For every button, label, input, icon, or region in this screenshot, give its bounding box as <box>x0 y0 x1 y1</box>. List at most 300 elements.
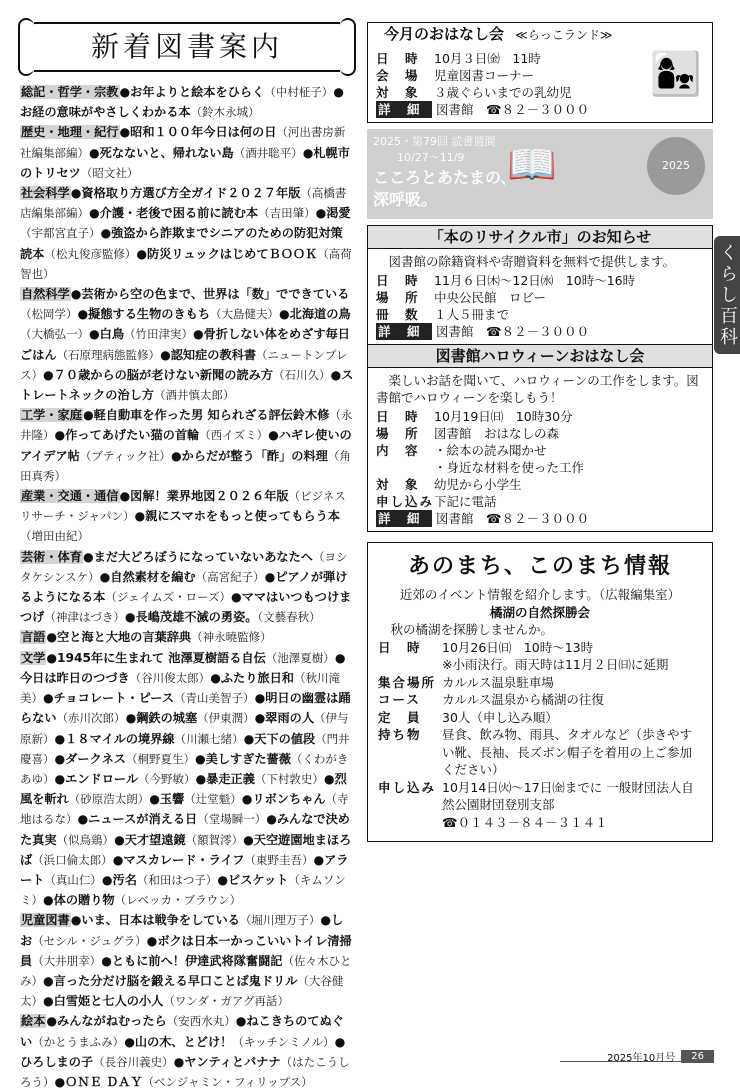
book-author: （竹田津実） <box>124 327 194 342</box>
book-title: 翠雨の人 <box>265 711 315 726</box>
book-title: 玉響 <box>159 792 185 807</box>
book-category-block <box>20 648 354 911</box>
book-author: （昭文社） <box>80 165 139 180</box>
book-author: （和田はつ子） <box>136 872 218 887</box>
book-title: 死なないと、帰れない島 <box>99 145 234 160</box>
detail-row <box>376 323 704 340</box>
book-title: 空と海と大地の言葉辞典 <box>57 630 192 645</box>
bullet-icon: ● <box>54 751 66 766</box>
book-author: （青山美智子） <box>174 691 255 706</box>
bullet-icon: ● <box>46 630 58 645</box>
book-title: ハギレ使いのアイデア帖 <box>20 428 352 463</box>
book-author: （長谷川義史） <box>93 1054 174 1069</box>
book-author: （セシル・ジュグラ） <box>32 933 147 948</box>
detail-row <box>376 425 704 442</box>
book-category-label: 総記・哲学・宗教 <box>21 85 119 99</box>
detail-label: コース <box>378 692 421 707</box>
detail-label <box>378 656 442 674</box>
bullet-icon: ● <box>125 711 137 726</box>
detail-value: ・身近な材料を使った工作 <box>434 460 585 475</box>
book-category-block <box>20 1011 354 1092</box>
detail-label: 詳 細 <box>376 510 432 527</box>
bullet-icon: ● <box>235 1014 247 1029</box>
detail-row <box>376 101 704 118</box>
bullet-icon: ● <box>114 832 125 847</box>
page-footer <box>607 1049 714 1064</box>
book-author: （角田真秀） <box>20 448 351 483</box>
book-author: （高荷智也） <box>20 246 352 281</box>
bullet-icon: ● <box>54 428 66 443</box>
bullet-icon: ● <box>268 428 279 443</box>
book-title: 北海道の鳥 <box>289 307 351 322</box>
book-category-block <box>20 183 354 284</box>
book-title: 白鳥 <box>99 327 125 342</box>
storytime-title-row <box>368 23 712 46</box>
recycle-text: 図書館の除籍資料や寄贈資料を無料で提供します。 <box>388 254 676 269</box>
storytime-title: 今月のおはなし会 <box>384 25 505 43</box>
book-author: （寺地はるな） <box>20 792 349 827</box>
detail-value: 図書館 ☎８２－３０００ <box>436 511 590 526</box>
bullet-icon: ● <box>99 569 111 584</box>
book-category-block <box>20 82 354 122</box>
bullet-icon: ● <box>70 287 82 302</box>
book-title: ヤンティとバナナ <box>184 1054 281 1069</box>
detail-row <box>376 493 704 510</box>
bullet-icon: ● <box>279 307 290 322</box>
book-author: （砂原浩太朗） <box>68 792 150 807</box>
book-author: （安西水丸） <box>166 1014 236 1029</box>
book-author: （浜口倫太郎） <box>32 852 113 867</box>
notices-column <box>367 22 713 842</box>
book-title: まだ大どろぼうになっていないあなたへ <box>93 549 313 564</box>
book-author: （今野敏） <box>138 771 196 786</box>
book-category-block <box>20 122 354 183</box>
detail-value: １人５冊まで <box>434 307 510 322</box>
book-author: （似鳥鶏） <box>56 832 115 847</box>
book-author: （桐野夏生） <box>125 751 195 766</box>
book-title: からだが整う「酢」の料理 <box>181 448 328 463</box>
book-author: （永井隆） <box>20 408 353 443</box>
book-title: 防災リュックはじめてＢＯＯＫ <box>147 246 318 261</box>
book-title: 汚名 <box>112 872 137 887</box>
detail-row <box>376 442 704 459</box>
book-title: 明日の幽霊は踊らない <box>20 691 351 726</box>
detail-label <box>378 814 442 832</box>
book-author: （ブティック社） <box>79 448 171 463</box>
issue-label: 2025年10月号 <box>607 1053 676 1064</box>
bullet-icon: ● <box>136 246 148 261</box>
bullet-icon: ● <box>264 569 276 584</box>
bullet-icon: ● <box>101 872 113 887</box>
bullet-icon: ● <box>149 792 160 807</box>
new-books-column <box>20 22 354 1092</box>
page-number: 26 <box>681 1050 714 1063</box>
halloween-title: 図書館ハロウィーンおはなし会 <box>368 345 712 368</box>
bullet-icon: ● <box>54 771 66 786</box>
book-title: 長嶋茂雄不滅の勇姿。 <box>135 610 258 625</box>
book-author: （鈴木永城） <box>190 105 260 120</box>
detail-label <box>376 459 434 476</box>
book-author: （文藝春秋） <box>257 610 321 625</box>
book-title: お年よりと絵本をひらく <box>130 85 265 99</box>
detail-value: 中央公民館 ロビー <box>434 290 547 305</box>
bullet-icon: ● <box>231 590 242 605</box>
bullet-icon: ● <box>254 711 266 726</box>
detail-label: 日 時 <box>378 639 422 655</box>
bullet-icon: ● <box>173 1054 185 1069</box>
book-title: 白雪姫と七人の小人 <box>53 994 164 1009</box>
book-author: （中村柾子） <box>264 85 334 99</box>
detail-value: 児童図書コーナー <box>434 68 535 83</box>
bullet-icon: ● <box>243 731 255 746</box>
halloween-details <box>376 408 704 527</box>
book-title: ダークネス <box>65 751 126 766</box>
bullet-icon: ● <box>77 812 89 827</box>
bullet-icon: ● <box>241 792 253 807</box>
bullet-icon: ● <box>82 549 94 564</box>
detail-label: 冊 数 <box>376 307 420 322</box>
book-author: （川瀬七緒） <box>174 731 244 746</box>
bullet-icon: ● <box>43 893 54 908</box>
bullet-icon: ● <box>70 913 82 928</box>
detail-row <box>378 639 702 657</box>
book-title: チョコレート・ピース <box>53 691 175 706</box>
bullet-icon: ● <box>124 610 136 625</box>
bullet-icon: ● <box>217 872 229 887</box>
book-author: （堀川理万子） <box>239 913 321 928</box>
detail-row <box>378 779 702 814</box>
detail-label: 申し込み <box>376 494 435 509</box>
book-author: （ヨシタケシンスケ） <box>20 549 348 584</box>
bullet-icon: ● <box>266 812 277 827</box>
book-title: しお <box>20 913 344 948</box>
detail-value: 昼食、飲み物、雨具、タオルなど（歩きやすい靴、長袖、長ズボン帽子を着用の上ご参加ください） <box>442 727 693 777</box>
storytime-box <box>367 22 713 123</box>
bullet-icon: ● <box>46 650 58 665</box>
book-author: （はたこうしろう） <box>20 1054 350 1089</box>
book-title: 介護・老後で困る前に読む本 <box>99 206 259 221</box>
banner-slogan <box>373 167 516 211</box>
recycle-title: 「本のリサイクル市」のお知らせ <box>368 226 712 249</box>
book-author: （ビジネスリサーチ・ジャパン） <box>20 489 346 524</box>
bullet-icon: ● <box>313 852 325 867</box>
book-author: （大島健夫） <box>210 307 280 322</box>
book-author: （吉田肇） <box>258 206 316 221</box>
book-title: 1945年に生まれて 池澤夏樹語る自伝 <box>57 650 266 665</box>
bullet-icon: ● <box>333 85 344 99</box>
detail-label: 日 時 <box>376 273 420 288</box>
halloween-box <box>367 345 713 532</box>
book-author: （高橋書店編集部編） <box>20 186 347 221</box>
detail-value: 図書館 ☎８２－３０００ <box>436 102 590 117</box>
book-title: 札幌市のトリセツ <box>20 145 350 180</box>
book-title: 烈風を斬れ <box>20 771 347 807</box>
detail-label: 日 時 <box>376 51 420 66</box>
book-title: 天空遊園地まほろば <box>20 832 352 867</box>
book-category-label: 児童図書 <box>21 913 70 928</box>
banner-line-1: 2025・第79回 読書週間 <box>373 135 496 148</box>
book-title: 天才望遠鏡 <box>124 832 186 847</box>
detail-row <box>376 459 704 476</box>
book-title: みんなで決めた真実 <box>20 812 350 847</box>
book-author: （池澤夏樹） <box>265 650 335 665</box>
bullet-icon: ● <box>43 994 54 1009</box>
book-author: （ワンダ・ガアグ再話） <box>163 994 290 1009</box>
book-title: 山の木、とどけ！ <box>134 1034 233 1049</box>
bullet-icon: ● <box>119 85 131 99</box>
detail-row <box>378 726 702 779</box>
book-author: （神永曉監修） <box>191 630 272 645</box>
detail-value: 30人（申し込み順） <box>442 709 558 725</box>
halloween-text: 楽しいお話を聞いて、ハロウィーンの工作をします。図書館でハロウィーンを楽しもう！ <box>376 373 699 405</box>
book-author: （赤川次郎） <box>56 711 126 726</box>
book-author: （堂場瞬一） <box>197 812 267 827</box>
bullet-icon: ● <box>160 347 171 362</box>
book-author: （キムソンミ） <box>20 872 346 908</box>
detail-value: 図書館 おはなしの森 <box>434 426 560 441</box>
new-books-title-frame <box>34 22 340 72</box>
book-title: 暴走正義 <box>206 771 255 786</box>
book-author: （大谷健太） <box>20 973 344 1009</box>
book-title: 自然素材を編む <box>110 569 196 584</box>
detail-value: カルルス温泉駐車場 <box>442 674 554 690</box>
detail-value: ３歳ぐらいまでの乳幼児 <box>434 85 572 100</box>
book-category-block <box>20 627 354 647</box>
book-author: （大井朋幸） <box>32 953 102 968</box>
bullet-icon: ● <box>82 408 94 423</box>
recycle-details <box>376 272 704 340</box>
detail-value: 幼児から小学生 <box>434 477 522 492</box>
bullet-icon: ● <box>330 367 342 382</box>
book-author: （酒井慎太郎） <box>153 388 235 403</box>
section-side-tab: くらし百科 <box>714 236 740 354</box>
book-title: マスカレード・ライフ <box>123 852 245 867</box>
detail-label: 集合場所 <box>378 674 437 690</box>
event-details <box>378 639 702 832</box>
recycle-body <box>368 249 712 344</box>
bullet-icon: ● <box>43 691 54 706</box>
book-author: （辻堂魁） <box>184 792 242 807</box>
event-lead: 秋の橘湖を探勝しませんか。 <box>390 622 554 637</box>
bullet-icon: ● <box>243 832 254 847</box>
book-category-label: 自然科学 <box>21 287 70 302</box>
book-title: エンドロール <box>65 771 139 786</box>
book-author: （高宮紀子） <box>195 569 265 584</box>
book-title: ピアノが弾けるようになる本 <box>20 569 348 605</box>
book-author: （神津はづき） <box>44 610 125 625</box>
detail-value: ※小雨決行。雨天時は11月２日㈰に延期 <box>442 657 669 672</box>
bullet-icon: ● <box>124 1034 135 1049</box>
book-category-label: 社会科学 <box>21 186 70 201</box>
bullet-icon: ● <box>134 509 146 524</box>
book-title: ママはいつもつけまつげ <box>20 590 352 625</box>
detail-row <box>376 289 704 306</box>
bullet-icon: ● <box>320 913 331 928</box>
recycle-box <box>367 225 713 345</box>
bullet-icon: ● <box>170 448 182 463</box>
banner-line-3: こころとあたまの、 <box>373 168 517 187</box>
book-author: （谷川俊太郎） <box>129 670 211 685</box>
town-info-body <box>378 586 702 831</box>
book-title: 昭和１００年今日は何の日 <box>130 125 277 140</box>
book-title: みんながねむったら <box>57 1014 167 1029</box>
book-author: （宇都宮直子） <box>20 226 101 241</box>
book-title: 図解！業界地図２０２６年版 <box>130 489 289 504</box>
bullet-icon: ● <box>323 771 335 786</box>
book-author: （門井慶喜） <box>20 731 350 766</box>
detail-label: 会 場 <box>376 68 420 83</box>
book-author: （キッチンミノル） <box>232 1034 335 1049</box>
book-title: 体の贈り物 <box>53 893 115 908</box>
book-title: アラート <box>20 852 349 887</box>
detail-value: 10月26日㈰ 10時～13時 <box>442 639 594 655</box>
detail-label: 定 員 <box>378 709 422 725</box>
bullet-icon: ● <box>43 973 54 988</box>
book-title: 鋼鉄の城塞 <box>136 711 198 726</box>
halloween-body <box>368 368 712 531</box>
detail-row <box>378 814 702 832</box>
children-reading-icon: 👩‍👧 <box>649 49 702 98</box>
book-category-label: 芸術・体育 <box>21 549 82 564</box>
book-category-label: 産業・交通・通信 <box>21 489 119 504</box>
detail-value: 図書館 ☎８２－３０００ <box>436 324 590 339</box>
detail-row <box>376 510 704 527</box>
book-author: （大橋弘一） <box>20 327 89 342</box>
bullet-icon: ● <box>101 953 112 968</box>
bullet-icon: ● <box>210 670 221 685</box>
book-title: 言った分だけ脳を鍛える早口ことば鬼ドリル <box>53 973 298 988</box>
book-title: １８マイルの境界線 <box>65 731 175 746</box>
book-author: （伊与原新） <box>20 711 349 746</box>
bullet-icon: ● <box>89 206 100 221</box>
book-title: 認知症の教科書 <box>170 347 257 362</box>
book-author: （松丸俊彦監修） <box>44 246 137 261</box>
reading-week-badge: 2025 <box>647 137 705 195</box>
book-title: 強盗から詐欺までシニアのための防犯対策読本 <box>20 226 343 261</box>
bullet-icon: ● <box>77 307 89 322</box>
detail-label: 詳 細 <box>376 323 432 340</box>
book-author: （ベンジャミン・フィリップス） <box>142 1074 313 1089</box>
book-title: 渇愛 <box>326 206 351 221</box>
book-title: ７０歳からの脳が老けない新聞の読み方 <box>53 367 274 382</box>
bullet-icon: ● <box>315 206 327 221</box>
bullet-icon: ● <box>89 327 100 342</box>
book-author: （東野圭吾） <box>244 852 314 867</box>
reading-week-banner <box>367 129 713 219</box>
bullet-icon: ● <box>119 125 131 140</box>
book-title: 天下の値段 <box>254 731 316 746</box>
detail-row <box>376 306 704 323</box>
book-title: 作ってあげたい猫の首輪 <box>65 428 200 443</box>
book-title: ともに前へ！伊達武将隊奮闘記 <box>111 953 283 968</box>
book-category-block <box>20 405 354 486</box>
book-list <box>20 82 354 1092</box>
book-author: （石川久） <box>273 367 331 382</box>
book-title: 芸術から空の色まで、世界は「数」でできている <box>81 287 350 302</box>
bullet-icon: ● <box>112 852 124 867</box>
banner-line-4: 深呼吸。 <box>373 190 438 209</box>
book-title: 骨折しない体をめざす毎日ごはん <box>20 327 350 362</box>
detail-label: 場 所 <box>376 426 420 441</box>
book-title: ねこきちのてぬぐい <box>20 1014 344 1049</box>
book-title: ビスケット <box>228 872 289 887</box>
book-author: （酒井聡平） <box>233 145 303 160</box>
book-title: 擬態する生物のきもち <box>88 307 211 322</box>
detail-value: 11月６日㈭～12日㈬ 10時～16時 <box>434 273 636 288</box>
book-author: （松岡学） <box>20 307 78 322</box>
book-author: （秋川滝美） <box>20 670 340 706</box>
book-author: （河出書房新社編集部編） <box>20 125 346 160</box>
detail-value: ・絵本の読み聞かせ <box>434 443 547 458</box>
book-author: （下村敦史） <box>254 771 324 786</box>
book-title: ストレートネックの治し方 <box>20 367 354 403</box>
bullet-icon: ● <box>334 1034 346 1049</box>
book-title: いま、日本は戦争をしている <box>81 913 240 928</box>
detail-row <box>376 408 704 425</box>
detail-label: 対 象 <box>376 85 420 100</box>
detail-label: 詳 細 <box>376 101 432 118</box>
book-title: お経の意味がやさしくわかる本 <box>20 105 191 120</box>
book-author: （ジェイムズ・ローズ） <box>105 590 232 605</box>
town-info-box <box>367 542 713 842</box>
book-category-block <box>20 910 354 1011</box>
detail-label: 対 象 <box>376 477 420 492</box>
book-author: （ニュートンプレス） <box>20 347 348 382</box>
book-author: （額賀澪） <box>185 832 244 847</box>
book-author: （レベッカ・ブラウン） <box>114 893 242 908</box>
bullet-icon: ● <box>54 1074 66 1089</box>
detail-row <box>378 709 702 727</box>
town-info-title: あのまち、このまち情報 <box>407 554 672 579</box>
new-books-title: 新着図書案内 <box>90 30 283 63</box>
detail-row <box>378 656 702 674</box>
book-author: （西イズミ） <box>199 428 269 443</box>
town-info-intro: 近郊のイベント情報を紹介します。（広報編集室） <box>399 587 681 602</box>
bullet-icon: ● <box>43 367 54 382</box>
event-name: 橘湖の自然探勝会 <box>489 604 590 620</box>
book-author: （伊東潤） <box>197 711 255 726</box>
book-title: ひろしまの子 <box>20 1054 94 1069</box>
bullet-icon: ● <box>195 771 207 786</box>
detail-label: 内 容 <box>376 443 420 458</box>
bullet-icon: ● <box>89 145 100 160</box>
book-category-label: 工学・家庭 <box>21 408 82 423</box>
detail-row <box>376 476 704 493</box>
detail-label: 持ち物 <box>378 727 422 742</box>
book-title: ニュースが消える日 <box>88 812 198 827</box>
book-category-block <box>20 547 354 628</box>
detail-value: 10月３日㈮ 11時 <box>434 51 541 66</box>
book-title: 今日は昨日のつづき <box>20 670 130 685</box>
book-title: 軽自動車を作った男 知られざる評伝鈴木修 <box>93 408 330 423</box>
bullet-icon: ● <box>254 691 266 706</box>
book-author: （真山仁） <box>44 872 102 887</box>
detail-value: ☎０１４３－８４－３１４１ <box>442 814 608 830</box>
detail-row <box>378 674 702 692</box>
book-title: 美しすぎた薔薇 <box>205 751 291 766</box>
book-author: （増田由紀） <box>20 529 89 544</box>
book-title: リボンちゃん <box>252 792 326 807</box>
detail-value: カルルス温泉から橘湖の往復 <box>442 692 604 707</box>
reading-boy-icon: 📖 <box>507 142 557 188</box>
book-category-block <box>20 486 354 547</box>
book-author: （石原理病態監修） <box>56 347 161 362</box>
book-title: ふたり旅日和 <box>220 670 294 685</box>
book-category-label: 文学 <box>21 650 46 665</box>
detail-value: 10月14日㈫～17日㈮までに 一般財団法人自然公園財団登別支部 <box>442 779 694 812</box>
bullet-icon: ● <box>100 226 112 241</box>
detail-label: 日 時 <box>376 409 420 424</box>
